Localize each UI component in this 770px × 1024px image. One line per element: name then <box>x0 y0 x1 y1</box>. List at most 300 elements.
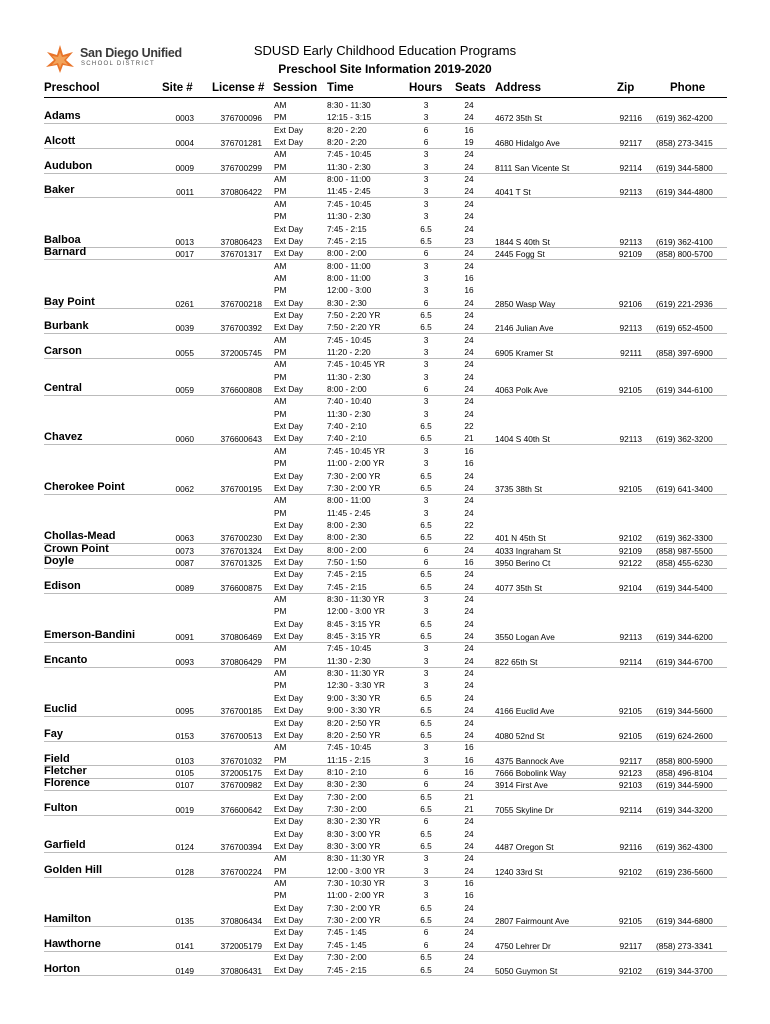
session-seats: 24 <box>464 112 474 123</box>
license-number: 370806431 <box>220 965 262 976</box>
session-type: Ext Day <box>274 803 304 814</box>
session-seats: 24 <box>464 729 474 740</box>
session-seats: 24 <box>464 631 474 642</box>
session-hours: 6.5 <box>420 692 432 703</box>
session-time: 8:20 - 2:20 <box>327 124 367 135</box>
session-hours: 6.5 <box>420 618 432 629</box>
session-time: 7:30 - 2:00 YR <box>327 470 381 481</box>
session-hours: 3 <box>423 606 429 617</box>
session-time: 8:20 - 2:20 <box>327 137 367 148</box>
row-divider <box>44 790 727 791</box>
session-time: 12:00 - 3:00 YR <box>327 606 385 617</box>
school-name: Hamilton <box>44 913 92 926</box>
session-time: 7:40 - 2:10 <box>327 433 367 444</box>
site-number: 0095 <box>175 706 194 717</box>
session-time: 8:30 - 2:30 <box>327 297 367 308</box>
session-hours: 3 <box>423 161 429 172</box>
row-divider <box>44 444 727 445</box>
school-address: 4672 35th St <box>495 113 543 124</box>
session-seats: 24 <box>464 865 474 876</box>
row-divider <box>44 148 727 149</box>
session-hours: 6.5 <box>420 705 432 716</box>
school-address: 2807 Fairmount Ave <box>495 916 570 927</box>
session-seats: 24 <box>464 915 474 926</box>
col-header-school: Preschool <box>44 82 100 94</box>
site-number: 0017 <box>175 249 194 260</box>
school-address: 4041 T St <box>495 187 531 198</box>
session-type: PM <box>274 186 287 197</box>
school-phone: (619) 344-5400 <box>656 582 713 593</box>
school-name: Burbank <box>44 320 89 333</box>
license-number: 372005175 <box>220 767 262 778</box>
document-subtitle: Preschool Site Information 2019-2020 <box>278 62 492 76</box>
school-address: 2850 Wasp Way <box>495 298 556 309</box>
session-seats: 24 <box>464 297 474 308</box>
session-seats: 16 <box>464 754 474 765</box>
session-time: 8:30 - 11:30 YR <box>327 594 385 604</box>
site-number: 0062 <box>175 483 194 494</box>
license-number: 370806422 <box>220 187 262 198</box>
session-time: 12:00 - 3:00 <box>327 285 372 296</box>
col-header-license: License # <box>212 82 265 94</box>
site-number: 0149 <box>175 965 194 976</box>
session-time: 8:30 - 11:30 <box>327 100 371 110</box>
school-zip: 92104 <box>618 582 642 593</box>
row-divider <box>44 815 727 816</box>
school-address: 7666 Bobolink Way <box>495 767 567 778</box>
school-phone: (619) 344-5900 <box>656 780 713 791</box>
school-zip: 92113 <box>619 323 642 334</box>
session-time: 7:45 - 1:45 <box>327 927 367 938</box>
session-type: PM <box>274 890 287 901</box>
site-number: 0087 <box>175 557 194 568</box>
col-header-address: Address <box>495 82 542 94</box>
session-seats: 21 <box>464 433 474 444</box>
session-hours: 3 <box>423 853 429 864</box>
session-time: 11:30 - 2:30 <box>327 408 371 419</box>
license-number: 376700394 <box>220 842 262 852</box>
session-hours: 3 <box>423 878 429 889</box>
school-phone: (619) 641-3400 <box>656 483 713 494</box>
license-number: 376700299 <box>220 162 262 173</box>
school-name: Crown Point <box>44 542 109 555</box>
session-type: AM <box>274 495 287 506</box>
session-seats: 24 <box>464 655 474 666</box>
session-seats: 16 <box>464 124 474 135</box>
session-seats: 24 <box>464 371 474 382</box>
session-type: AM <box>274 149 287 160</box>
session-time: 7:30 - 2:00 YR <box>327 915 381 926</box>
session-seats: 24 <box>464 211 474 222</box>
session-seats: 24 <box>464 149 474 160</box>
session-hours: 6.5 <box>420 532 432 543</box>
session-seats: 16 <box>464 890 474 901</box>
site-number: 0039 <box>175 323 194 334</box>
session-time: 7:45 - 2:15 <box>327 964 367 975</box>
session-time: 8:10 - 2:10 <box>327 766 367 777</box>
session-hours: 3 <box>423 396 429 407</box>
session-time: 8:30 - 3:00 YR <box>327 841 381 851</box>
session-type: Ext Day <box>274 556 304 567</box>
school-phone: (619) 221-2936 <box>656 298 713 309</box>
session-type: Ext Day <box>274 631 304 642</box>
license-number: 376700392 <box>220 323 262 334</box>
session-hours: 6.5 <box>420 828 432 839</box>
logo-name: San Diego Unified <box>80 46 182 60</box>
row-divider <box>44 716 727 717</box>
session-hours: 6.5 <box>420 841 432 851</box>
session-seats: 24 <box>464 260 474 271</box>
school-zip: 92116 <box>619 842 642 852</box>
session-hours: 3 <box>423 742 429 753</box>
school-zip: 92105 <box>618 385 642 396</box>
session-seats: 24 <box>464 482 474 493</box>
session-hours: 3 <box>423 643 429 654</box>
session-type: AM <box>274 100 287 110</box>
session-time: 8:30 - 11:30 YR <box>327 668 385 679</box>
school-phone: (619) 362-4200 <box>656 113 713 124</box>
session-time: 7:45 - 10:45 <box>327 149 372 160</box>
session-time: 7:30 - 2:00 YR <box>327 902 381 913</box>
school-address: 6905 Kramer St <box>495 348 554 358</box>
school-phone: (619) 344-6700 <box>656 656 713 667</box>
session-type: Ext Day <box>274 828 304 839</box>
session-type: AM <box>274 878 287 889</box>
school-zip: 92117 <box>619 138 642 149</box>
school-name: Baker <box>44 184 75 197</box>
session-time: 8:30 - 11:30 YR <box>327 853 385 864</box>
session-seats: 23 <box>464 235 474 246</box>
session-time: 8:00 - 11:00 <box>327 272 371 283</box>
license-number: 372005745 <box>220 348 262 358</box>
school-phone: (858) 273-3415 <box>656 138 713 149</box>
session-hours: 3 <box>423 495 429 506</box>
row-divider <box>44 852 727 853</box>
row-divider <box>44 358 727 359</box>
row-divider <box>44 667 727 668</box>
school-name: Encanto <box>44 653 88 666</box>
session-type: Ext Day <box>274 692 304 703</box>
session-seats: 24 <box>464 334 474 345</box>
license-number: 376700224 <box>220 866 262 877</box>
session-hours: 6.5 <box>420 519 432 530</box>
session-type: Ext Day <box>274 705 304 716</box>
session-time: 8:20 - 2:50 YR <box>327 717 381 728</box>
session-seats: 24 <box>464 100 474 110</box>
school-zip: 92102 <box>618 965 642 976</box>
session-seats: 24 <box>464 939 474 950</box>
session-seats: 24 <box>464 952 474 963</box>
session-time: 7:45 - 10:45 <box>327 643 372 654</box>
school-address: 1844 S 40th St <box>495 236 550 247</box>
session-type: Ext Day <box>274 532 304 543</box>
session-type: AM <box>274 260 287 271</box>
session-hours: 3 <box>423 100 429 110</box>
license-number: 376700513 <box>220 730 262 741</box>
session-type: PM <box>274 347 287 357</box>
session-hours: 6.5 <box>420 915 432 926</box>
session-time: 7:30 - 2:00 <box>327 952 367 963</box>
session-time: 7:45 - 2:15 <box>327 581 367 592</box>
session-seats: 22 <box>464 421 474 432</box>
school-address: 3914 First Ave <box>495 780 548 791</box>
school-address: 3735 38th St <box>495 483 543 494</box>
session-seats: 24 <box>464 248 474 259</box>
session-seats: 24 <box>464 569 474 580</box>
session-time: 8:00 - 2:00 <box>327 544 367 555</box>
school-zip: 92109 <box>618 249 642 260</box>
site-number: 0105 <box>175 767 194 778</box>
session-seats: 24 <box>464 470 474 481</box>
session-type: Ext Day <box>274 766 304 777</box>
session-hours: 6.5 <box>420 235 432 246</box>
school-name: Balboa <box>44 233 81 246</box>
session-seats: 16 <box>464 766 474 777</box>
session-time: 8:00 - 11:00 <box>327 495 371 506</box>
site-number: 0103 <box>175 755 194 766</box>
session-hours: 3 <box>423 408 429 419</box>
session-hours: 3 <box>423 334 429 345</box>
school-name: Central <box>44 382 82 395</box>
site-number: 0141 <box>175 940 194 951</box>
session-time: 7:45 - 10:45 <box>327 742 372 753</box>
session-type: AM <box>274 445 287 456</box>
school-zip: 92114 <box>619 656 642 667</box>
session-hours: 6.5 <box>420 791 432 802</box>
session-hours: 6.5 <box>420 631 432 642</box>
session-hours: 3 <box>423 754 429 765</box>
site-number: 0059 <box>175 385 194 396</box>
school-phone: (619) 344-6200 <box>656 632 713 643</box>
session-seats: 24 <box>464 668 474 679</box>
session-time: 8:00 - 2:00 <box>327 248 367 259</box>
session-time: 7:45 - 10:45 YR <box>327 359 385 370</box>
school-name: Adams <box>44 110 81 123</box>
school-zip: 92116 <box>619 113 642 124</box>
session-seats: 24 <box>464 408 474 419</box>
row-divider <box>44 173 727 174</box>
session-hours: 3 <box>423 149 429 160</box>
school-address: 1404 S 40th St <box>495 434 550 445</box>
school-name: Barnard <box>44 246 87 259</box>
session-hours: 6 <box>423 779 429 790</box>
school-address: 2445 Fogg St <box>495 249 545 260</box>
school-phone: (858) 800-5700 <box>656 249 713 260</box>
session-seats: 24 <box>464 606 474 617</box>
session-hours: 6 <box>423 927 429 938</box>
session-hours: 6.5 <box>420 433 432 444</box>
site-number: 0073 <box>175 545 194 556</box>
license-number: 376701317 <box>220 249 262 260</box>
session-time: 8:00 - 2:00 <box>327 384 367 395</box>
school-name: Euclid <box>44 703 78 716</box>
session-hours: 6.5 <box>420 322 432 333</box>
license-number: 370806429 <box>220 656 262 667</box>
session-hours: 3 <box>423 186 429 197</box>
session-type: AM <box>274 396 287 407</box>
session-hours: 3 <box>423 272 429 283</box>
session-time: 7:30 - 10:30 YR <box>327 878 385 889</box>
session-type: Ext Day <box>274 952 304 963</box>
school-phone: (619) 362-4100 <box>656 236 713 247</box>
license-number: 372005179 <box>220 940 262 951</box>
school-zip: 92113 <box>619 187 642 198</box>
session-seats: 16 <box>464 285 474 296</box>
session-type: Ext Day <box>274 384 304 395</box>
session-seats: 24 <box>464 618 474 629</box>
school-phone: (619) 236-5600 <box>656 866 713 877</box>
site-number: 0019 <box>175 804 194 815</box>
school-phone: (858) 455-6230 <box>656 557 713 568</box>
session-time: 11:45 - 2:45 <box>327 186 371 197</box>
session-seats: 24 <box>464 347 474 357</box>
site-number: 0135 <box>175 916 194 927</box>
session-type: AM <box>274 643 287 654</box>
session-time: 8:30 - 2:30 <box>327 779 367 790</box>
session-type: Ext Day <box>274 482 304 493</box>
school-address: 8111 San Vicente St <box>495 162 570 173</box>
school-phone: (858) 800-5900 <box>656 755 713 766</box>
session-time: 7:45 - 10:45 <box>327 334 372 345</box>
school-zip: 92109 <box>618 545 642 556</box>
session-time: 7:40 - 2:10 <box>327 421 367 432</box>
session-type: Ext Day <box>274 841 304 851</box>
session-time: 8:00 - 11:00 <box>327 174 371 185</box>
col-header-time: Time <box>327 82 354 94</box>
school-phone: (619) 362-3300 <box>656 533 713 544</box>
school-name: Fay <box>44 727 63 740</box>
row-divider <box>44 741 727 742</box>
session-time: 7:45 - 2:15 <box>327 235 367 246</box>
session-hours: 6.5 <box>420 309 432 320</box>
session-type: Ext Day <box>274 322 304 333</box>
session-hours: 3 <box>423 458 429 469</box>
session-seats: 21 <box>464 791 474 802</box>
session-type: AM <box>274 359 287 370</box>
session-hours: 6.5 <box>420 803 432 814</box>
session-hours: 3 <box>423 260 429 271</box>
row-divider <box>44 123 727 124</box>
school-phone: (858) 987-5500 <box>656 545 713 556</box>
row-divider <box>44 877 727 878</box>
session-type: Ext Day <box>274 248 304 259</box>
school-phone: (858) 397-6900 <box>656 348 713 358</box>
license-number: 376600643 <box>220 434 262 445</box>
session-seats: 16 <box>464 445 474 456</box>
site-number: 0124 <box>175 842 194 852</box>
session-time: 7:30 - 2:00 <box>327 803 367 814</box>
school-zip: 92117 <box>619 940 642 951</box>
session-seats: 24 <box>464 927 474 938</box>
session-hours: 3 <box>423 112 429 123</box>
school-zip: 92114 <box>619 162 642 173</box>
session-hours: 6.5 <box>420 421 432 432</box>
session-type: Ext Day <box>274 297 304 308</box>
school-zip: 92113 <box>619 236 642 247</box>
session-hours: 3 <box>423 211 429 222</box>
site-number: 0063 <box>175 533 194 544</box>
site-number: 0091 <box>175 632 194 643</box>
session-seats: 24 <box>464 902 474 913</box>
site-number: 0261 <box>175 298 194 309</box>
session-type: Ext Day <box>274 124 304 135</box>
session-type: PM <box>274 606 287 617</box>
school-name: Edison <box>44 579 81 592</box>
row-divider <box>44 951 727 952</box>
session-hours: 6 <box>423 766 429 777</box>
session-seats: 22 <box>464 532 474 543</box>
school-name: Chollas-Mead <box>44 530 116 543</box>
school-address: 4750 Lehrer Dr <box>495 940 551 951</box>
row-divider <box>44 642 727 643</box>
session-seats: 24 <box>464 384 474 395</box>
site-number: 0009 <box>175 162 194 173</box>
session-type: Ext Day <box>274 927 304 938</box>
session-seats: 16 <box>464 272 474 283</box>
header-divider <box>44 97 727 98</box>
session-seats: 24 <box>464 198 474 209</box>
school-name: Fulton <box>44 801 78 814</box>
session-time: 11:15 - 2:15 <box>327 754 371 765</box>
session-hours: 6.5 <box>420 569 432 580</box>
school-zip: 92114 <box>619 804 642 815</box>
session-seats: 24 <box>464 544 474 555</box>
school-address: 4077 35th St <box>495 582 543 593</box>
session-type: Ext Day <box>274 581 304 592</box>
session-time: 12:00 - 3:00 YR <box>327 865 385 876</box>
session-type: AM <box>274 594 287 604</box>
session-type: Ext Day <box>274 569 304 580</box>
school-address: 2146 Julian Ave <box>495 323 554 334</box>
session-hours: 3 <box>423 174 429 185</box>
session-seats: 24 <box>464 186 474 197</box>
session-time: 7:50 - 1:50 <box>327 556 367 567</box>
row-divider <box>44 593 727 594</box>
school-phone: (858) 273-3341 <box>656 940 713 951</box>
session-hours: 6 <box>423 939 429 950</box>
session-time: 7:40 - 10:40 <box>327 396 372 407</box>
session-hours: 6 <box>423 137 429 148</box>
school-phone: (619) 344-5800 <box>656 162 713 173</box>
col-header-zip: Zip <box>617 82 635 94</box>
school-name: Garfield <box>44 839 86 851</box>
site-number: 0004 <box>175 138 194 149</box>
session-hours: 3 <box>423 594 429 604</box>
session-time: 8:30 - 3:00 YR <box>327 828 381 839</box>
school-zip: 92102 <box>618 866 642 877</box>
school-name: Carson <box>44 345 82 357</box>
site-number: 0089 <box>175 582 194 593</box>
session-time: 8:00 - 11:00 <box>327 260 371 271</box>
school-zip: 92111 <box>620 348 642 358</box>
school-address: 1240 33rd St <box>495 866 543 877</box>
school-name: Florence <box>44 777 90 790</box>
session-hours: 6 <box>423 248 429 259</box>
license-number: 376701324 <box>220 545 262 556</box>
session-time: 7:45 - 10:45 YR <box>327 445 385 456</box>
session-type: PM <box>274 285 287 296</box>
session-type: Ext Day <box>274 519 304 530</box>
school-name: Golden Hill <box>44 863 103 876</box>
session-hours: 6.5 <box>420 482 432 493</box>
school-phone: (619) 344-6800 <box>656 916 713 927</box>
session-hours: 3 <box>423 890 429 901</box>
session-type: AM <box>274 174 287 185</box>
session-type: Ext Day <box>274 717 304 728</box>
session-hours: 3 <box>423 347 429 357</box>
session-seats: 24 <box>464 853 474 864</box>
session-time: 8:30 - 2:30 YR <box>327 816 381 827</box>
